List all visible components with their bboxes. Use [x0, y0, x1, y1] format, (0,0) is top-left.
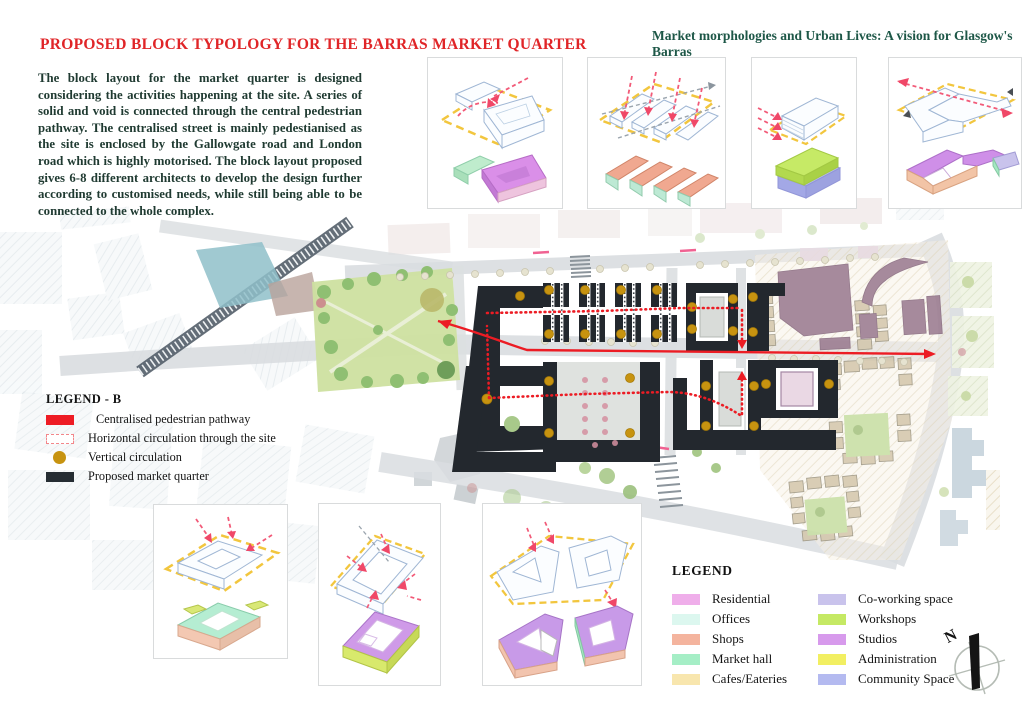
legend-b-row [46, 413, 316, 426]
north-label: N [941, 626, 960, 647]
legend-b-row [46, 470, 316, 483]
compass-needle [969, 633, 980, 690]
studios-swatch [818, 634, 846, 645]
legend-label: Studios [858, 631, 898, 646]
legend-label: Administration [858, 651, 937, 666]
residential-swatch [672, 594, 700, 605]
legend-title: LEGEND [672, 563, 733, 578]
dotted-circulation-swatch [46, 434, 74, 444]
north-compass [933, 612, 1021, 716]
legend-b-label: Vertical circulation [88, 450, 182, 464]
legend-column-1 [660, 589, 806, 689]
legend-b-row [46, 451, 316, 464]
legend-b-row [46, 432, 316, 445]
legend-label: Cafes/Eateries [712, 671, 788, 686]
community-space-swatch [818, 674, 846, 685]
administration-swatch [818, 654, 846, 665]
cafes-swatch [672, 674, 700, 685]
typology-card-2 [587, 57, 726, 209]
pathway-swatch [46, 415, 74, 425]
typology-card-1 [427, 57, 563, 209]
legend-label: Offices [712, 611, 751, 626]
page-subtitle: Market morphologies and Urban Lives: A vision for Glasgow's Barras [652, 28, 1013, 59]
shops-swatch [672, 634, 700, 645]
typology-card-6 [318, 503, 441, 686]
park [312, 266, 460, 392]
legend-b-label: Horizontal circulation through the site [88, 431, 276, 445]
offices-swatch [672, 614, 700, 625]
legend-label: Residential [712, 591, 771, 606]
market-quarter-swatch [46, 472, 74, 482]
typology-card-3 [751, 57, 857, 209]
legend-b [46, 392, 316, 483]
vertical-circulation-swatch [53, 451, 66, 464]
legend-label: Shops [712, 631, 744, 646]
legend-label: Market hall [712, 651, 773, 666]
market-hall-swatch [672, 654, 700, 665]
legend-b-label: Proposed market quarter [88, 469, 209, 483]
legend-label: Co-working space [858, 591, 953, 606]
page-title: PROPOSED BLOCK TYPOLOGY FOR THE BARRAS MARKET QUARTER [40, 36, 587, 54]
legend-label: Workshops [858, 611, 917, 626]
typology-card-7 [482, 503, 642, 686]
workshops-swatch [818, 614, 846, 625]
coworking-swatch [818, 594, 846, 605]
legend-b-title: LEGEND - B [46, 392, 122, 406]
intro-paragraph: The block layout for the market quarter is designed considering the activities happening at the site. A series of solid and void is connected through the central pedestrian pathway. The centralised street is mainly pedestianised as the site is enclosed by the Gallowgate road and London road which is highly motorised. The block layout proposed gives 6-8 different architects to develop the design further according to customised needs, while still being able to be connected to the whole complex. [38, 71, 362, 218]
legend-label: Community Space [858, 671, 955, 686]
typology-card-5 [153, 504, 288, 659]
legend-b-label: Centralised pedestrian pathway [96, 412, 251, 426]
typology-card-4 [888, 57, 1022, 209]
